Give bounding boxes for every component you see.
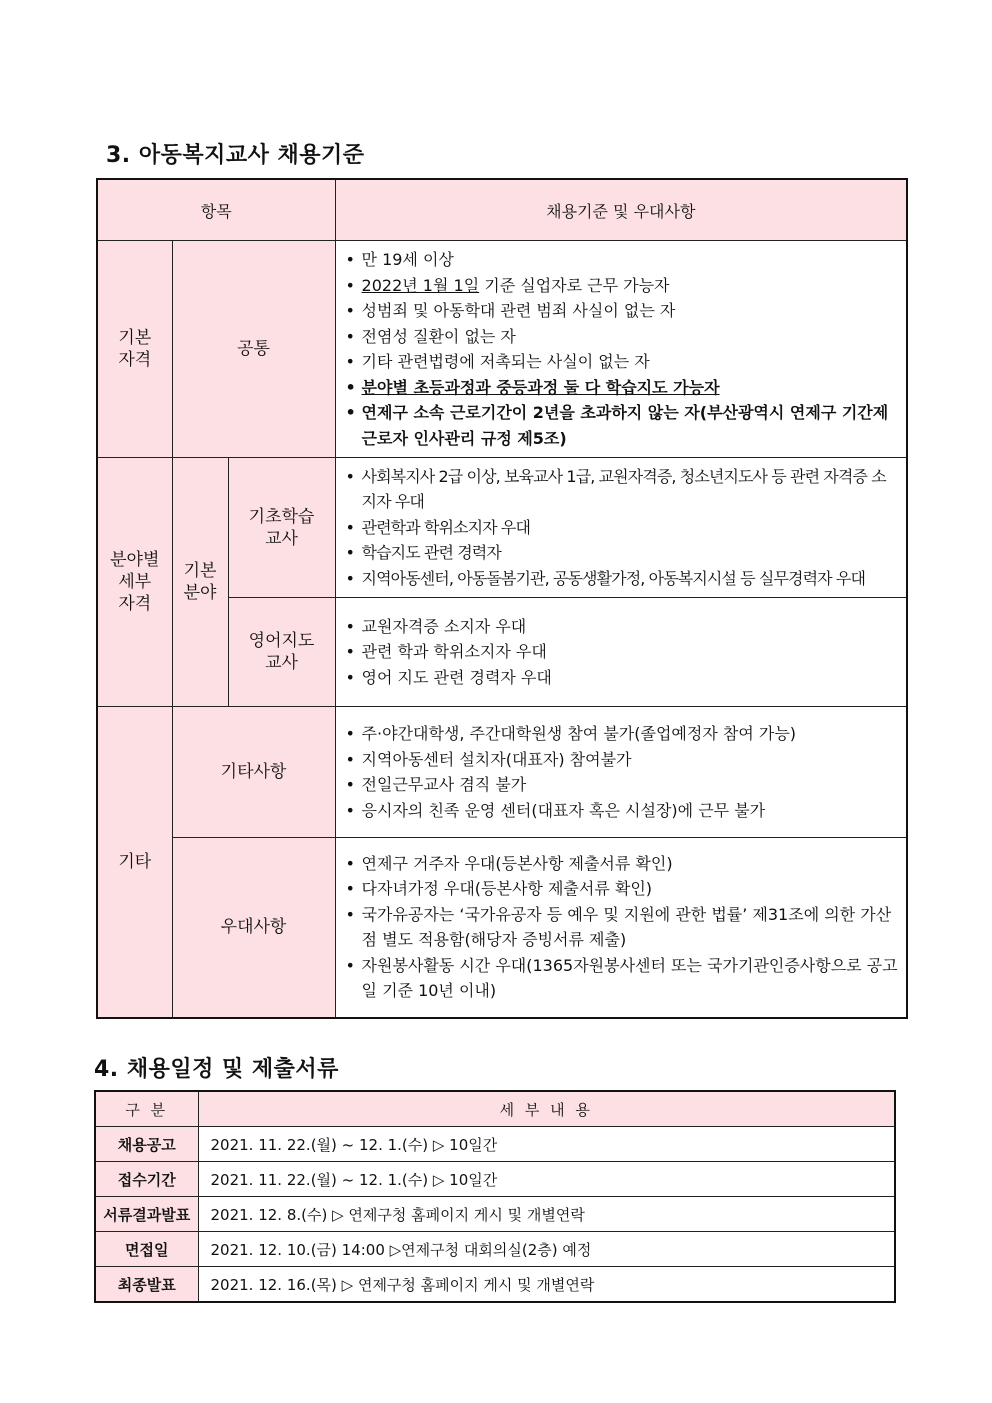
english-content	[335, 598, 907, 707]
schedule-category: 채용공고	[95, 1127, 198, 1162]
list-item: • 전일근무교사 겸직 불가	[346, 772, 898, 798]
preference-label: 우대사항	[172, 838, 335, 1018]
table-row	[95, 1197, 895, 1232]
basic-learning-content	[335, 458, 907, 598]
list-item: • 국가유공자는 ‘국가유공자 등 예우 및 지원에 관한 법률’ 제31조에 의한 가산점 별도 적용함(해당자 증빙서류 제출)	[346, 902, 898, 953]
hiring-criteria-table	[96, 178, 908, 1019]
list-item: • 연제구 소속 근로기간이 2년을 초과하지 않는 자(부산광역시 연제구 기간제근로자 인사관리 규정 제5조)	[346, 400, 898, 451]
list-item: • 성범죄 및 아동학대 관련 범죄 사실이 없는 자	[346, 298, 898, 324]
schedule-detail: 2021. 12. 8.(수) ▷ 연제구청 홈페이지 게시 및 개별연락	[198, 1197, 895, 1232]
schedule-detail: 2021. 12. 16.(목) ▷ 연제구청 홈페이지 게시 및 개별연락	[198, 1267, 895, 1303]
schedule-detail: 2021. 11. 22.(월) ~ 12. 1.(수) ▷ 10일간	[198, 1162, 895, 1197]
list-item: • 사회복지사 2급 이상, 보육교사 1급, 교원자격증, 청소년지도사 등 관련 자격증 소지자 우대	[346, 464, 898, 515]
schedule-category: 면접일	[95, 1232, 198, 1267]
table-row	[95, 1127, 895, 1162]
list-item: • 만 19세 이상	[346, 247, 898, 273]
etc-label: 기타	[97, 707, 172, 1018]
criteria-header-row	[97, 179, 907, 241]
list-item: • 분야별 초등과정과 중등과정 둘 다 학습지도 가능자	[346, 375, 898, 401]
basic-qualification-label: 기본 자격	[97, 241, 172, 458]
list-item: • 영어 지도 관련 경력자 우대	[346, 665, 898, 691]
header-item: 항목	[97, 179, 335, 241]
other-label: 기타사항	[172, 707, 335, 838]
section4-title: 4. 채용일정 및 제출서류	[94, 1057, 339, 1082]
basic-qualification-content	[335, 241, 907, 458]
list-item: • 자원봉사활동 시간 우대(1365자원봉사센터 또는 국가기관인증사항으로 공고일 기준 10년 이내)	[346, 953, 898, 1004]
common-label: 공통	[172, 241, 335, 458]
preference-content	[335, 838, 907, 1018]
list-item: • 관련 학과 학위소지자 우대	[346, 639, 898, 665]
table-row	[95, 1232, 895, 1267]
list-item: • 전염성 질환이 없는 자	[346, 324, 898, 350]
table-row	[95, 1162, 895, 1197]
schedule-detail: 2021. 12. 10.(금) 14:00 ▷연제구청 대회의실(2층) 예정	[198, 1232, 895, 1267]
header-details: 세 부 내 용	[198, 1091, 895, 1127]
preference-row	[97, 838, 907, 1018]
section3-title: 3. 아동복지교사 채용기준	[106, 143, 365, 168]
schedule-category: 접수기간	[95, 1162, 198, 1197]
header-criteria: 채용기준 및 우대사항	[335, 179, 907, 241]
other-row	[97, 707, 907, 838]
list-item: • 학습지도 관련 경력자	[346, 540, 898, 566]
list-item: • 2022년 1월 1일 기준 실업자로 근무 가능자	[346, 273, 898, 299]
header-category: 구 분	[95, 1091, 198, 1127]
basic-field-label: 기본 분야	[172, 458, 228, 707]
schedule-table	[94, 1090, 896, 1303]
schedule-detail: 2021. 11. 22.(월) ~ 12. 1.(수) ▷ 10일간	[198, 1127, 895, 1162]
list-item: • 지역아동센터, 아동돌봄기관, 공동생활가정, 아동복지시설 등 실무경력자 우대	[346, 566, 898, 592]
list-item: • 관련학과 학위소지자 우대	[346, 515, 898, 541]
list-item: • 교원자격증 소지자 우대	[346, 614, 898, 640]
basic-learning-teacher-label: 기초학습 교사	[228, 458, 335, 598]
list-item: • 기타 관련법령에 저촉되는 사실이 없는 자	[346, 349, 898, 375]
field-qualification-label: 분야별 세부 자격	[97, 458, 172, 707]
list-item: • 연제구 거주자 우대(등본사항 제출서류 확인)	[346, 851, 898, 877]
basic-qualification-row	[97, 241, 907, 458]
basic-learning-row	[97, 458, 907, 598]
table-row	[95, 1267, 895, 1303]
list-item: • 응시자의 친족 운영 센터(대표자 혹은 시설장)에 근무 불가	[346, 798, 898, 824]
other-content	[335, 707, 907, 838]
english-teacher-label: 영어지도 교사	[228, 598, 335, 707]
list-item: • 다자녀가정 우대(등본사항 제출서류 확인)	[346, 876, 898, 902]
schedule-header-row	[95, 1091, 895, 1127]
list-item: • 지역아동센터 설치자(대표자) 참여불가	[346, 747, 898, 773]
list-item: • 주·야간대학생, 주간대학원생 참여 불가(졸업예정자 참여 가능)	[346, 721, 898, 747]
schedule-category: 최종발표	[95, 1267, 198, 1303]
schedule-category: 서류결과발표	[95, 1197, 198, 1232]
